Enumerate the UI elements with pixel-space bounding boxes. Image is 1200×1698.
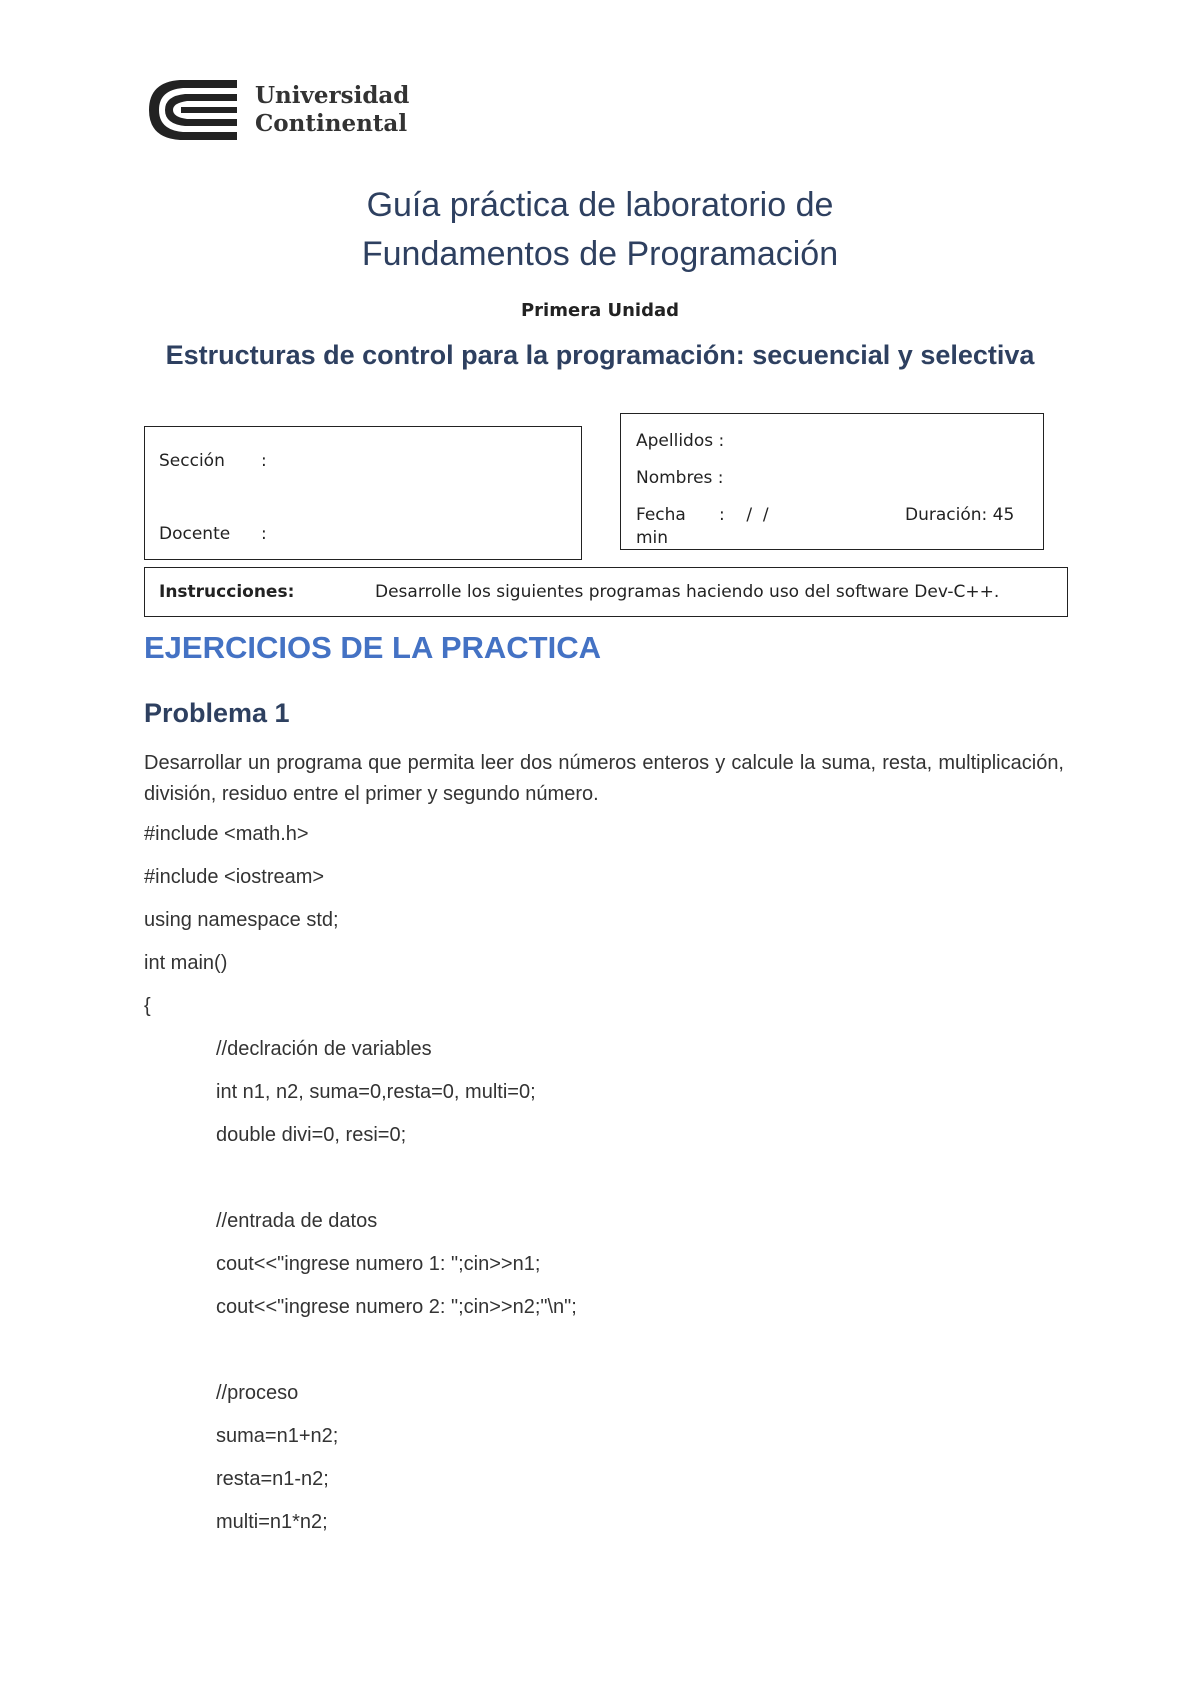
code-line: int n1, n2, suma=0,resta=0, multi=0;	[216, 1081, 536, 1103]
instructions-box	[144, 567, 1068, 617]
unit-label: Primera Unidad	[520, 300, 679, 321]
code-line: cout<<"ingrese numero 2: ";cin>>n2;"\n";	[216, 1296, 577, 1318]
university-c-logo-icon	[145, 76, 240, 144]
fecha-label: Fecha	[636, 505, 686, 525]
problem-title: Problema 1	[144, 698, 290, 728]
problem-description: Desarrollar un programa que permita leer dos números enteros y calcule la suma, resta, multiplicación, división, residuo entre el primer y segundo número.	[144, 752, 1064, 805]
code-line: //declración de variables	[216, 1038, 432, 1060]
seccion-colon: :	[261, 451, 267, 471]
instructions-label: Instrucciones:	[159, 582, 295, 602]
code-line: #include <math.h>	[144, 823, 309, 845]
code-line: suma=n1+n2;	[216, 1425, 339, 1447]
student-info-box	[620, 413, 1044, 550]
code-line: //proceso	[216, 1382, 299, 1404]
code-line: resta=n1-n2;	[216, 1468, 329, 1490]
topic-title: Estructuras de control para la programación: secuencial y selectiva	[165, 340, 1035, 370]
code-line: multi=n1*n2;	[216, 1511, 328, 1533]
title-line2: Fundamentos de Programación	[361, 235, 839, 273]
fecha-value: : / /	[719, 505, 769, 525]
code-line: #include <iostream>	[144, 866, 325, 888]
docente-label: Docente	[159, 524, 231, 544]
logo-line2: Continental	[255, 110, 408, 137]
section-teacher-box	[144, 426, 582, 560]
instructions-text: Desarrolle los siguientes programas haciendo uso del software Dev-C++.	[375, 582, 1000, 602]
duracion-label: Duración: 45	[905, 505, 1015, 525]
section-title: EJERCICIOS DE LA PRACTICA	[144, 630, 602, 665]
code-line: int main()	[144, 952, 228, 974]
apellidos-label: Apellidos :	[636, 431, 725, 451]
university-logo	[145, 76, 410, 146]
code-line: cout<<"ingrese numero 1: ";cin>>n1;	[216, 1253, 541, 1275]
min-label: min	[636, 528, 669, 548]
code-line: double divi=0, resi=0;	[216, 1124, 407, 1146]
nombres-label: Nombres :	[636, 468, 724, 488]
logo-line1: Universidad	[255, 82, 410, 109]
code-line: using namespace std;	[144, 909, 339, 931]
seccion-label: Sección	[159, 451, 225, 471]
code-line: //entrada de datos	[216, 1210, 378, 1232]
title-line1: Guía práctica de laboratorio de	[366, 186, 834, 224]
code-line: {	[144, 995, 151, 1017]
docente-colon: :	[261, 524, 267, 544]
